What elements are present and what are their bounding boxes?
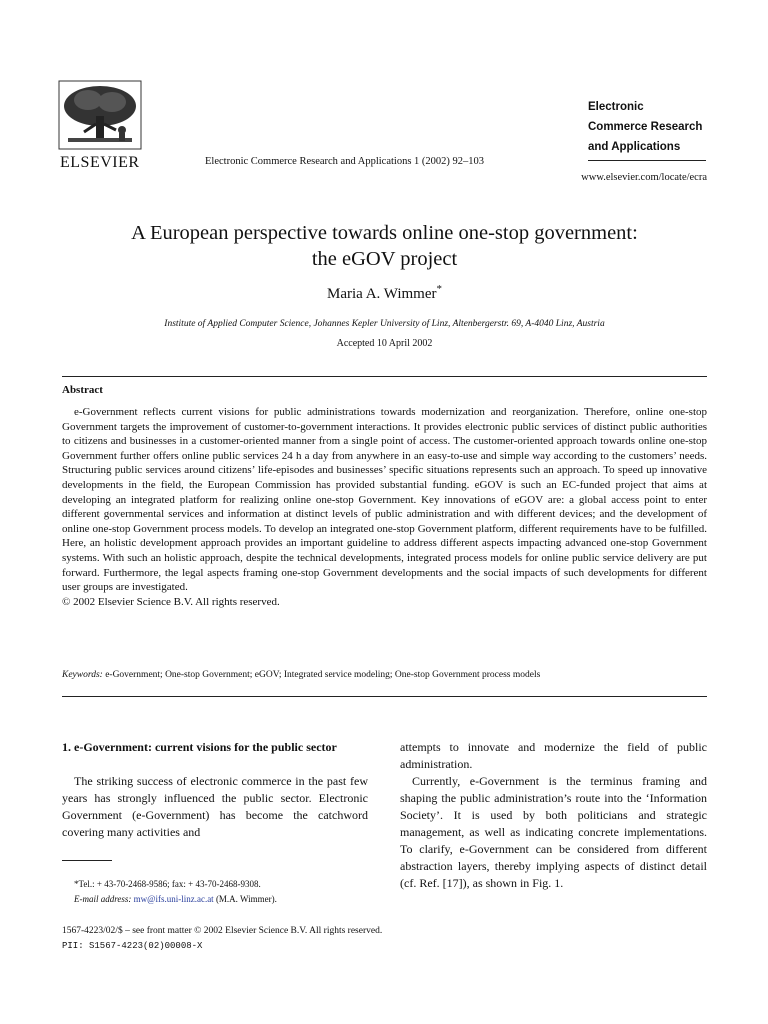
journal-title-line: and Applications [588,141,681,153]
elsevier-logo [58,80,142,150]
elsevier-tree-icon [58,80,142,150]
paragraph: The striking success of electronic commerce in the past few years has strongly influenced the public sector. Electronic Government (e-Government) has become the catchword covering many activities and [62,774,368,839]
journal-title-line: Electronic [588,101,644,113]
paragraph: Currently, e-Government is the terminus framing and shaping the public administration’s route into the ‘Information Society’. It is used by both politicians and strategic management, as well as indicating concrete implementations. To clarify, e-Government can be considered from different abstraction layers, thereby implying aspects of distinct detail (cf. Ref. [17]), as shown in Fig. 1. [400,774,707,890]
journal-title-underline [588,160,706,161]
journal-citation: Electronic Commerce Research and Applications 1 (2002) 92–103 [205,156,485,167]
footnote-rule [62,860,112,861]
divider [62,696,707,697]
email-suffix: (M.A. Wimmer). [215,894,277,904]
abstract-text: e-Government reflects current visions for public administrations towards modernization and reorganization. Therefore, online one-stop Government targets the improvement of customer-to-government interactions. It provides electronic public services of distinct public authorities to citizens and businesses in a customer-oriented manner from a single point of access. The customer-oriented approach towards online one-stop Government further offers online public services 24 h a day from anywhere in an easy-to-use and simple way according to the customers’ needs. Structuring public services around citizens’ life-episodes and businesses’ specific situations represents such an approach. To speed up innovative developments in the field, the European Commission has provided substantial funding. eGOV is such an EC-funded project that aims at developing an integrated platform for realizing online one-stop Government. Key innovations of eGOV are: a global access point to enter different governmental services and information at distinct levels of public administration and with different devices; and the development of online one-stop Government process models. To develop an integrated one-stop Government platform, different requirements have to be fulfilled. Here, an holistic development approach provides an important guideline to address different aspects impacting advanced one-stop Government systems. With such an holistic approach, despite the technical developments, integrated process models for online public service delivery are put forward. Furthermore, the legal aspects framing one-stop Government developments and the social impacts of such developments for different user groups are investigated. [62,406,707,594]
left-column [62,739,368,841]
publisher-name: ELSEVIER [60,154,140,171]
divider [62,376,707,377]
article-title-line: the eGOV project [311,248,458,270]
abstract-body [62,405,707,609]
abstract-copyright: © 2002 Elsevier Science B.V. All rights reserved. [62,595,280,608]
journal-title-block [588,97,702,157]
accepted-date: Accepted 10 April 2002 [336,338,433,349]
article-title [62,220,707,272]
right-column [400,739,707,892]
journal-title-line: Commerce Research [588,121,703,133]
footnote-contact: *Tel.: + 43-70-2468-9586; fax: + 43-70-2468-9308. [74,879,261,889]
footer-pii: PII: S1567-4223(02)00008-X [62,941,203,951]
paragraph: attempts to innovate and modernize the field of public administration. [400,740,707,771]
author-name: Maria A. Wimmer [326,286,437,302]
journal-url-link[interactable]: www.elsevier.com/locate/ecra [581,172,707,183]
footer [62,924,707,954]
affiliation: Institute of Applied Computer Science, Johannes Kepler University of Linz, Altenbergerstr. 69, A-4040 Linz, Austria [164,319,605,329]
email-link[interactable]: mw@ifs.uni-linz.ac.at [133,894,214,904]
abstract-heading: Abstract [62,384,103,396]
keywords [62,670,707,680]
footer-front-matter: 1567-4223/02/$ – see front matter © 2002 Elsevier Science B.V. All rights reserved. [62,926,383,936]
keywords-list: e-Government; One-stop Government; eGOV; Integrated service modeling; One-stop Government process models [105,670,541,680]
footnote-email-line [62,892,368,907]
footnote [62,877,368,907]
article-title-line: A European perspective towards online one-stop government: [131,222,638,244]
section-heading: 1. e-Government: current visions for the public sector [62,740,337,754]
email-label: E-mail address: [74,894,132,904]
keywords-label: Keywords: [62,670,103,680]
author-footnote-mark[interactable]: * [436,283,442,295]
author [62,283,707,303]
